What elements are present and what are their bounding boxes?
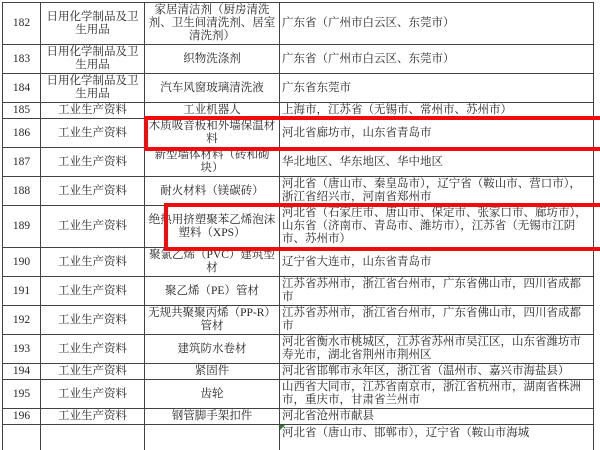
table-row — [3, 206, 594, 248]
row-number-cell: 191 — [3, 277, 41, 306]
table-row — [3, 45, 594, 74]
region-cell: 华北地区、华东地区、华中地区 — [280, 148, 594, 177]
table-row — [3, 380, 594, 409]
product-cell: 聚氯乙烯（PVC）建筑型材 — [145, 248, 280, 277]
region-cell: 河北省邯郸市永年区，浙江省（温州市、嘉兴市海盐县） — [280, 364, 594, 380]
table-row — [3, 103, 594, 119]
table-row — [3, 306, 594, 335]
table-row — [3, 277, 594, 306]
category-cell — [41, 425, 145, 450]
category-cell: 工业生产资料 — [41, 277, 145, 306]
row-number-cell: 188 — [3, 177, 41, 206]
product-cell: 新型墙体材料（砖和砌块） — [145, 148, 280, 177]
product-cell — [145, 425, 280, 450]
category-cell: 日用化学制品及卫生用品 — [41, 45, 145, 74]
product-cell: 家居清洁剂（厨房清洗剂、卫生间清洗剂、居室清洗剂） — [145, 3, 280, 45]
category-cell: 工业生产资料 — [41, 248, 145, 277]
cell-corner-marker-icon — [280, 425, 285, 430]
product-cell: 绝热用挤塑聚苯乙烯泡沫塑料（XPS） — [145, 206, 280, 248]
region-cell: 广东省（广州市白云区、东莞市） — [280, 3, 594, 45]
category-cell: 工业生产资料 — [41, 119, 145, 148]
region-cell: 广东省（广州市白云区、东莞市） — [280, 45, 594, 74]
product-cell: 木质吸音板和外墙保温材料 — [145, 119, 280, 148]
product-cell: 工业机器人 — [145, 103, 280, 119]
region-cell: 河北省（唐山市、秦皇岛市），辽宁省（鞍山市、营口市），浙江省绍兴市，河南省郑州市 — [280, 177, 594, 206]
region-cell: 河北省沧州市献县 — [280, 409, 594, 425]
table-row — [3, 364, 594, 380]
row-number-cell: 190 — [3, 248, 41, 277]
product-cell: 耐火材料（镁碳砖） — [145, 177, 280, 206]
row-number-cell: 186 — [3, 119, 41, 148]
region-cell: 山西省大同市，江苏省南京市，浙江省杭州市，湖南省株洲市，重庆市，甘肃省兰州市 — [280, 380, 594, 409]
region-cell: 河北省衡水市桃城区，江苏省苏州市吴江区，山东省潍坊市寿光市，湖北省荆州市荆州区 — [280, 335, 594, 364]
category-cell: 工业生产资料 — [41, 409, 145, 425]
region-cell: 河北省（石家庄市、唐山市、保定市、张家口市、廊坊市），山东省（济南市、青岛市、潍坊市），江苏省（无锡市江阴市、苏州市） — [280, 206, 594, 248]
table-row — [3, 425, 594, 450]
table-row — [3, 335, 594, 364]
category-cell: 工业生产资料 — [41, 177, 145, 206]
table-row — [3, 177, 594, 206]
product-cell: 建筑防水卷材 — [145, 335, 280, 364]
table-row — [3, 119, 594, 148]
region-cell: 河北省廊坊市，山东省青岛市 — [280, 119, 594, 148]
row-number-cell: 183 — [3, 45, 41, 74]
product-cell: 聚乙烯（PE）管材 — [145, 277, 280, 306]
product-cell: 织物洗涤剂 — [145, 45, 280, 74]
table-row — [3, 248, 594, 277]
region-cell: 江苏省苏州市，浙江省台州市，广东省佛山市，四川省成都市 — [280, 277, 594, 306]
row-number-cell: 194 — [3, 364, 41, 380]
row-number-cell: 193 — [3, 335, 41, 364]
category-cell: 工业生产资料 — [41, 148, 145, 177]
row-number-cell — [3, 425, 41, 450]
product-cell: 钢管脚手架扣件 — [145, 409, 280, 425]
row-number-cell: 182 — [3, 3, 41, 45]
product-cell: 无规共聚聚丙烯（PP-R）管材 — [145, 306, 280, 335]
product-region-table — [2, 2, 594, 450]
table-row — [3, 3, 594, 45]
region-cell: 河北省（唐山市、邯郸市），辽宁省（鞍山市海城 — [280, 425, 594, 450]
category-cell: 日用化学制品及卫生用品 — [41, 3, 145, 45]
category-cell: 工业生产资料 — [41, 306, 145, 335]
region-cell: 辽宁省大连市，山东省青岛市 — [280, 248, 594, 277]
region-cell: 江苏省苏州市，浙江省台州市，广东省佛山市，四川省成都市 — [280, 306, 594, 335]
product-cell: 汽车风窗玻璃清洗液 — [145, 74, 280, 103]
row-number-cell: 185 — [3, 103, 41, 119]
row-number-cell: 187 — [3, 148, 41, 177]
category-cell: 日用化学制品及卫生用品 — [41, 74, 145, 103]
product-cell: 齿轮 — [145, 380, 280, 409]
category-cell: 工业生产资料 — [41, 206, 145, 248]
category-cell: 工业生产资料 — [41, 380, 145, 409]
product-cell: 紧固件 — [145, 364, 280, 380]
category-cell: 工业生产资料 — [41, 364, 145, 380]
row-number-cell: 189 — [3, 206, 41, 248]
region-cell: 广东省东莞市 — [280, 74, 594, 103]
table-body — [3, 3, 594, 450]
table-row — [3, 74, 594, 103]
category-cell: 工业生产资料 — [41, 335, 145, 364]
row-number-cell: 192 — [3, 306, 41, 335]
table-row — [3, 148, 594, 177]
row-number-cell: 184 — [3, 74, 41, 103]
row-number-cell: 196 — [3, 409, 41, 425]
row-number-cell: 195 — [3, 380, 41, 409]
table-row — [3, 409, 594, 425]
region-cell: 上海市，江苏省（无锡市、常州市、苏州市） — [280, 103, 594, 119]
category-cell: 工业生产资料 — [41, 103, 145, 119]
